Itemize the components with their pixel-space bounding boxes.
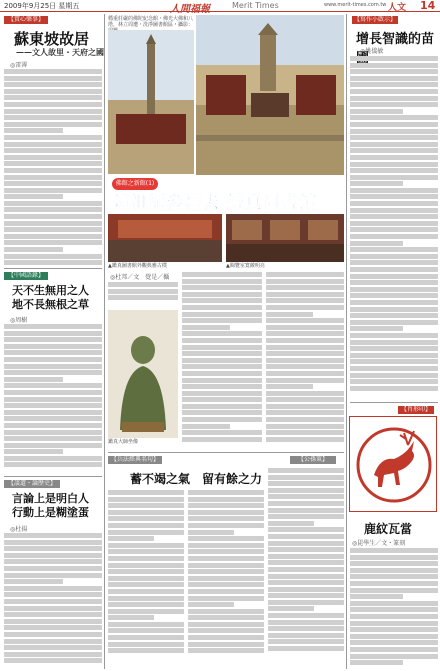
section-label-military-classics: 【兵法經典名句】: [108, 456, 162, 464]
divider: [108, 452, 344, 453]
website-url: www.merit-times.com.tw: [324, 2, 387, 8]
page-number: 14: [420, 0, 436, 12]
article-body-clear-minded: [4, 533, 102, 667]
byline-clear-minded: ◎杜揚: [10, 526, 28, 533]
photo-jianzhen-statue: [108, 310, 178, 438]
byline-useless-person: ◎周樹: [10, 317, 28, 324]
photo-reading-room: [226, 214, 344, 262]
column-divider-right: [346, 14, 347, 669]
main-photo-museum: [196, 15, 344, 175]
article-body-nursery: [350, 56, 438, 398]
byline-library: ◎杜邦／文 覺是／攝: [110, 274, 170, 281]
secondary-photo-tower: [108, 30, 194, 174]
article-body-library-col1: [182, 272, 262, 448]
feature-banner: [108, 176, 344, 212]
banner-tag: 佛館之新館(1): [112, 178, 158, 190]
article-body-su-dongpo: [4, 69, 102, 265]
section-label-writing: 【寫作小啟示】: [353, 16, 396, 23]
article-body-energy-col3: [268, 468, 344, 666]
section-label-author: 【公孫策】: [290, 456, 336, 464]
brand-english: Merit Times: [232, 1, 279, 10]
section-label-enjoy: 【賞心樂事】: [4, 16, 48, 24]
seal-deer-image: [349, 416, 437, 512]
caption-statue: 鑑真大師坐像: [108, 439, 139, 445]
article-title-clear-minded: 言論上是明白人 行動上是糊塗蛋: [12, 492, 89, 519]
byline-su-dongpo: ◎雷霽: [10, 62, 28, 69]
brand-logo: 人間福報: [170, 4, 210, 15]
caption-reading-room: ▲閱覽室寬敞明亮: [226, 263, 265, 269]
article-body-useless-person: [4, 324, 102, 474]
byline-nursery: ◎姚儀敏: [360, 48, 384, 55]
caption-library-exterior: ▲鑑真圖書館外觀典雅古樸: [108, 263, 167, 269]
masthead: [0, 0, 440, 15]
section-label-quotes: 【中國語錄】: [4, 272, 48, 280]
top-photo-caption: 穩重莊嚴的佛陀紀念館・佛光大佛和八塔，林立周遭・洗淨圖書館區・攝影：: [108, 16, 194, 28]
photo-library-exterior: [108, 214, 222, 262]
article-title-deer-tile: 鹿紋瓦當: [364, 522, 413, 536]
article-body-library-intro: [108, 282, 178, 306]
section-label-seal: 【肖形印】: [398, 406, 434, 414]
byline-deer-tile: ◎毘學生／文・篆刻: [352, 540, 406, 547]
divider: [350, 402, 438, 403]
banner-title: 隨祖師參禪去 鑑真圖書館: [112, 193, 317, 213]
article-body-energy-col2: [188, 490, 264, 666]
article-title-nursery: 增長智識的苗: [356, 32, 435, 47]
divider: [4, 268, 102, 269]
article-body-library-col2: [266, 272, 344, 448]
article-body-deer-tile: [350, 548, 438, 668]
section-name: 人文: [388, 3, 407, 13]
article-subtitle-su-dongpo: ——文人故里・天府之國: [16, 47, 104, 57]
issue-date: 2009年9月25日 星期五: [4, 2, 80, 10]
article-title-useless-person: 天不生無用之人 地不長無根之草: [12, 284, 89, 311]
article-body-energy-col1: [108, 490, 184, 666]
divider: [4, 476, 102, 477]
column-divider-left: [104, 14, 105, 669]
article-title-su-dongpo: 蘇東坡故居: [14, 30, 90, 48]
article-title-energy: 蓄不竭之氣 留有餘之力: [130, 472, 263, 486]
section-label-history: 【談道・論歷史】: [4, 480, 60, 488]
